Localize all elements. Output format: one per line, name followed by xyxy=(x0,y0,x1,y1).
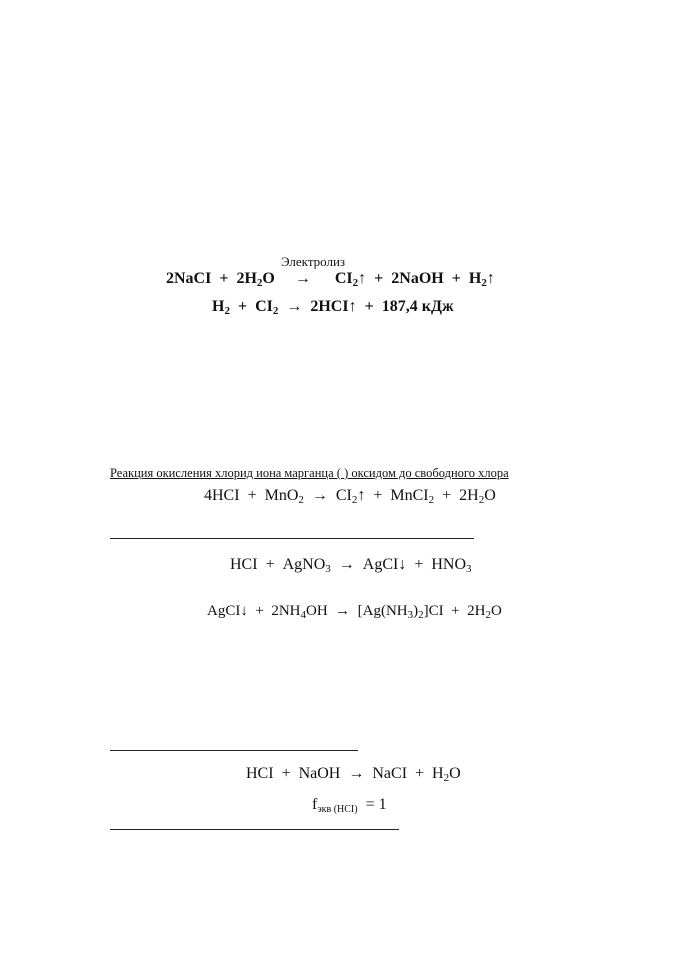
divider-line xyxy=(110,829,399,830)
mno2-heading: Реакция окисления хлорид иона марганца ( ) оксидом до свободного хлора xyxy=(110,466,509,480)
divider-line xyxy=(110,538,474,539)
equivalence-factor: $f_{экв (HCI)} = 1$ xyxy=(312,796,387,815)
electrolysis-label: Электролиз xyxy=(281,254,346,269)
naoh-equation: HCI + NaOH → NaCI + $H_2O$ xyxy=(246,765,461,784)
divider-line xyxy=(110,750,358,751)
electrolysis-equation: 2NaCI + $2H_2O$ → $CI_2↑$ + 2NaOH + $H_2↑$ xyxy=(166,270,495,289)
silver-ammine-equation: AgCI↓ + $2NH_4OH \to [Ag(NH_3)_2]CI + 2H_2O$ xyxy=(207,603,502,621)
hcl-synthesis-equation: $H_2 + CI_2$ → 2HCI↑ + 187,4 кДж xyxy=(212,298,454,317)
agno3-equation: HCI + AgNO$_3$ → AgCI↓ + $HNO_3$ xyxy=(230,556,472,575)
mno2-equation: $4HCI + MnO_2 \to CI_2↑$ + MnCI$_2$ + $2H_2O$ xyxy=(204,487,496,506)
